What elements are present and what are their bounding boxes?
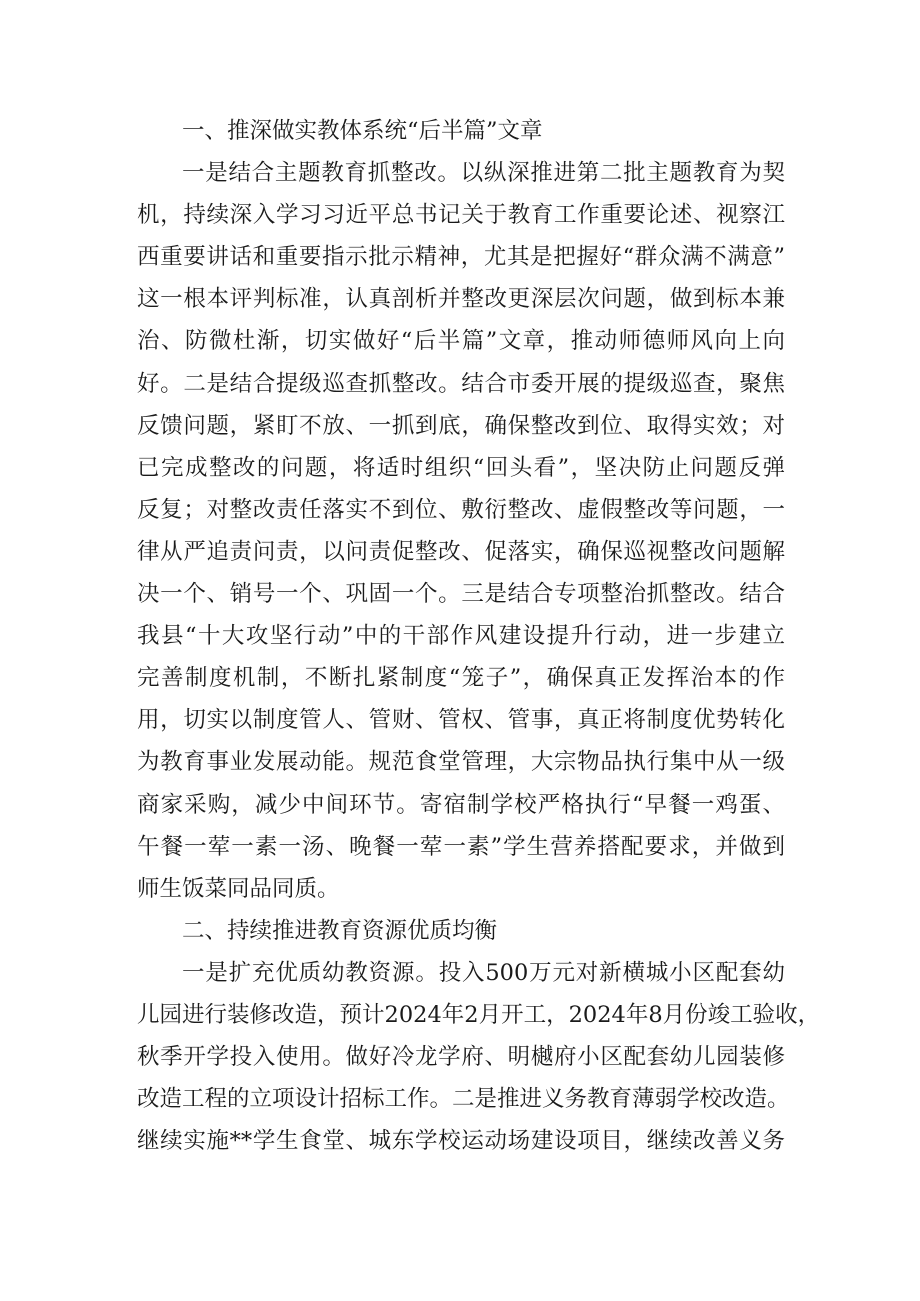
paragraph-line: 决一个、销号一个、巩固一个。三是结合专项整治抓整改。结合 — [137, 581, 785, 608]
paragraph-line: 儿园进行装修改造，预计2024年2月开工，2024年8月份竣工验收， — [137, 1001, 821, 1028]
section-heading-2: 二、持续推进教育资源优质均衡 — [182, 917, 498, 944]
paragraph-line: 午餐一荤一素一汤、晚餐一荤一素”学生营养搭配要求，并做到 — [137, 833, 785, 860]
paragraph-line: 用，切实以制度管人、管财、管权、管事，真正将制度优势转化 — [137, 707, 785, 734]
paragraph-line: 一是扩充优质幼教资源。投入500万元对新横城小区配套幼 — [182, 959, 785, 986]
paragraph-line: 完善制度机制，不断扎紧制度“笼子”，确保真正发挥治本的作 — [137, 665, 785, 692]
paragraph-line: 改造工程的立项设计招标工作。二是推进义务教育薄弱学校改造。 — [137, 1086, 790, 1113]
section-heading-1: 一、推深做实教体系统“后半篇”文章 — [182, 118, 543, 144]
paragraph-line: 反馈问题，紧盯不放、一抓到底，确保整改到位、取得实效；对 — [137, 412, 785, 439]
paragraph-line: 一是结合主题教育抓整改。以纵深推进第二批主题教育为契 — [182, 160, 785, 187]
paragraph-line: 西重要讲话和重要指示批示精神，尤其是把握好“群众满不满意” — [137, 244, 785, 271]
paragraph-line: 律从严追责问责，以问责促整改、促落实，确保巡视整改问题解 — [137, 538, 785, 565]
document-body — [137, 110, 821, 1162]
paragraph-line: 已完成整改的问题，将适时组织“回头看”，坚决防止问题反弹 — [137, 454, 785, 481]
paragraph-line: 秋季开学投入使用。做好冷龙学府、明樾府小区配套幼儿园装修 — [137, 1044, 785, 1071]
paragraph-line: 师生饭菜同品同质。 — [137, 875, 340, 902]
paragraph-line: 这一根本评判标准，认真剖析并整改更深层次问题，做到标本兼 — [137, 286, 785, 313]
paragraph-line: 商家采购，减少中间环节。寄宿制学校严格执行“早餐一鸡蛋、 — [137, 791, 785, 818]
paragraph-line: 我县“十大攻坚行动”中的干部作风建设提升行动，进一步建立 — [137, 623, 785, 650]
section-2-paragraph — [137, 952, 821, 1162]
section-1-paragraph — [137, 152, 785, 910]
paragraph-line: 继续实施**学生食堂、城东学校运动场建设项目，继续改善义务 — [137, 1128, 785, 1155]
paragraph-line: 好。二是结合提级巡查抓整改。结合市委开展的提级巡查，聚焦 — [137, 370, 785, 397]
paragraph-line: 为教育事业发展动能。规范食堂管理，大宗物品执行集中从一级 — [137, 749, 785, 776]
paragraph-line: 治、防微杜渐，切实做好“后半篇”文章，推动师德师风向上向 — [137, 328, 785, 355]
paragraph-line: 反复；对整改责任落实不到位、敷衍整改、虚假整改等问题，一 — [137, 496, 785, 523]
paragraph-line: 机，持续深入学习习近平总书记关于教育工作重要论述、视察江 — [137, 202, 785, 229]
